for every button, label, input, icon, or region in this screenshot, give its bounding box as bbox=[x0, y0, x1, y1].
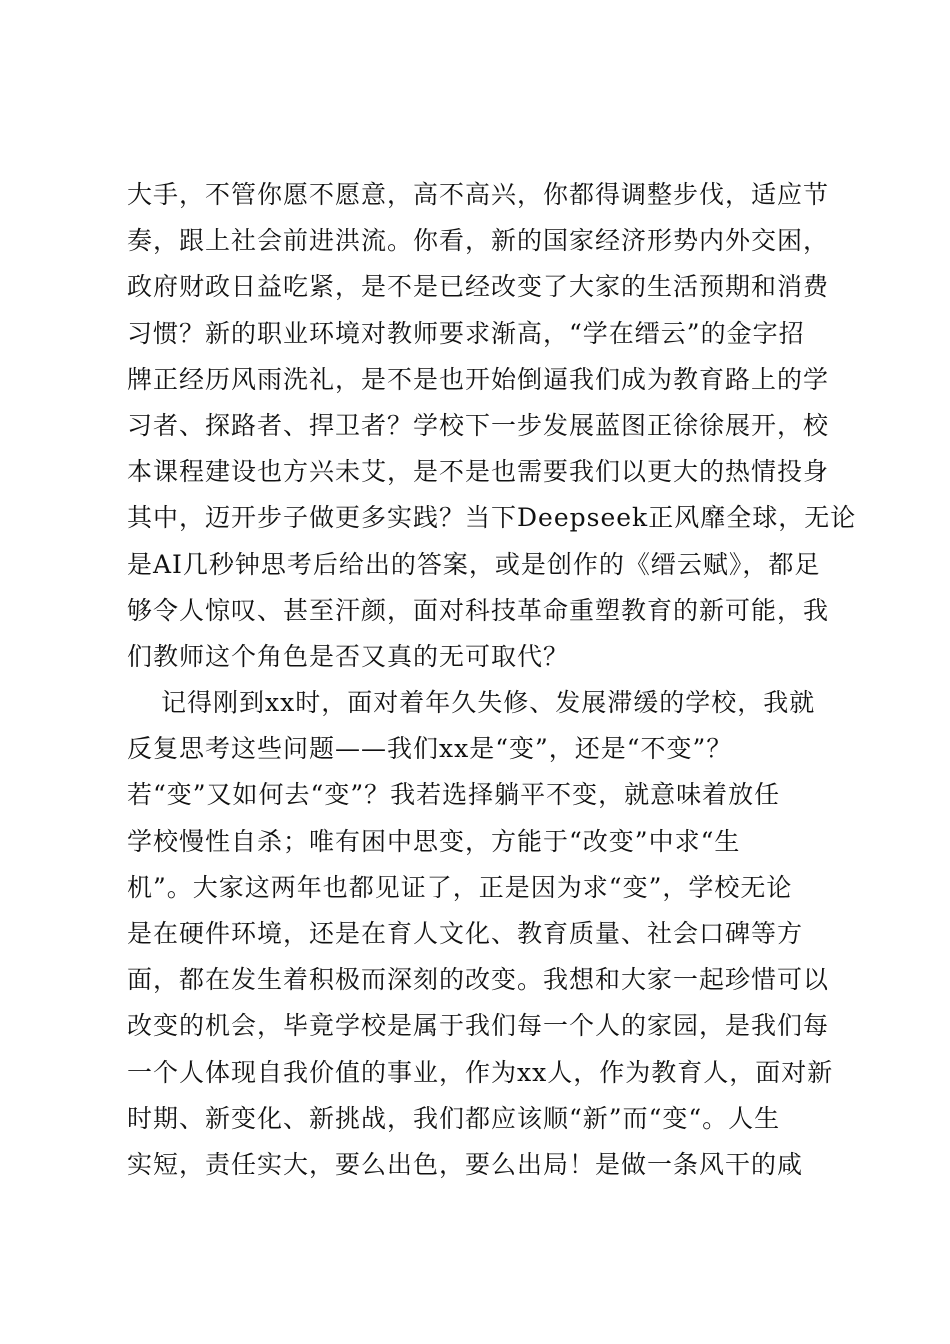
text-line: 若“变”又如何去“变”？我若选择躺平不变，就意味着放任 bbox=[127, 780, 781, 810]
text-line: 政府财政日益吃紧，是不是已经改变了大家的生活预期和消费 bbox=[127, 272, 830, 302]
text-line: 习惯？新的职业环境对教师要求渐高，“学在缙云”的金字招 bbox=[127, 318, 805, 348]
text-line: 习者、探路者、捍卫者？学校下一步发展蓝图正徐徐展开，校 bbox=[127, 410, 830, 440]
text-line: 改变的机会，毕竟学校是属于我们每一个人的家园，是我们每 bbox=[127, 1011, 830, 1041]
paragraph-1 bbox=[127, 172, 857, 680]
text-line: 是在硬件环境，还是在育人文化、教育质量、社会口碑等方 bbox=[127, 919, 804, 948]
text-line: 实短，责任实大，要么出色，要么出局！是做一条风干的咸 bbox=[127, 1149, 804, 1179]
text-line: 其中，迈开步子做更多实践？当下Deepseek正风靡全球，无论 bbox=[127, 503, 857, 533]
text-line: 学校慢性自杀；唯有困中思变，方能于“改变”中求“生 bbox=[127, 826, 741, 856]
text-line: 们教师这个角色是否又真的无可取代？ bbox=[127, 641, 570, 671]
text-line: 反复思考这些问题——我们xx是“变”，还是“不变”？ bbox=[127, 734, 733, 764]
text-line-indented: 记得刚到xx时，面对着年久失修、发展滞缓的学校，我就 bbox=[161, 688, 816, 718]
text-line: 奏，跟上社会前进洪流。你看，新的国家经济形势内外交困， bbox=[127, 226, 830, 256]
paragraph-2 bbox=[127, 680, 837, 1188]
text-line: 大手，不管你愿不愿意，高不高兴，你都得调整步伐，适应节 bbox=[127, 180, 830, 209]
text-line: 一个人体现自我价值的事业，作为xx人，作为教育人，面对新 bbox=[127, 1057, 834, 1087]
text-line: 时期、新变化、新挑战，我们都应该顺“新”而“变“。人生 bbox=[127, 1103, 781, 1133]
text-line: 牌正经历风雨洗礼，是不是也开始倒逼我们成为教育路上的学 bbox=[127, 364, 830, 394]
text-line: 本课程建设也方兴未艾，是不是也需要我们以更大的热情投身 bbox=[127, 457, 830, 487]
text-line: 够令人惊叹、甚至汗颜，面对科技革命重塑教育的新可能，我 bbox=[127, 595, 830, 625]
text-line: 面，都在发生着积极而深刻的改变。我想和大家一起珍惜可以 bbox=[127, 965, 830, 995]
text-line: 机”。大家这两年也都见证了，正是因为求“变”，学校无论 bbox=[127, 872, 793, 902]
document-body bbox=[127, 172, 857, 1188]
text-line: 是AI几秒钟思考后给出的答案，或是创作的《缙云赋》，都足 bbox=[127, 549, 821, 579]
